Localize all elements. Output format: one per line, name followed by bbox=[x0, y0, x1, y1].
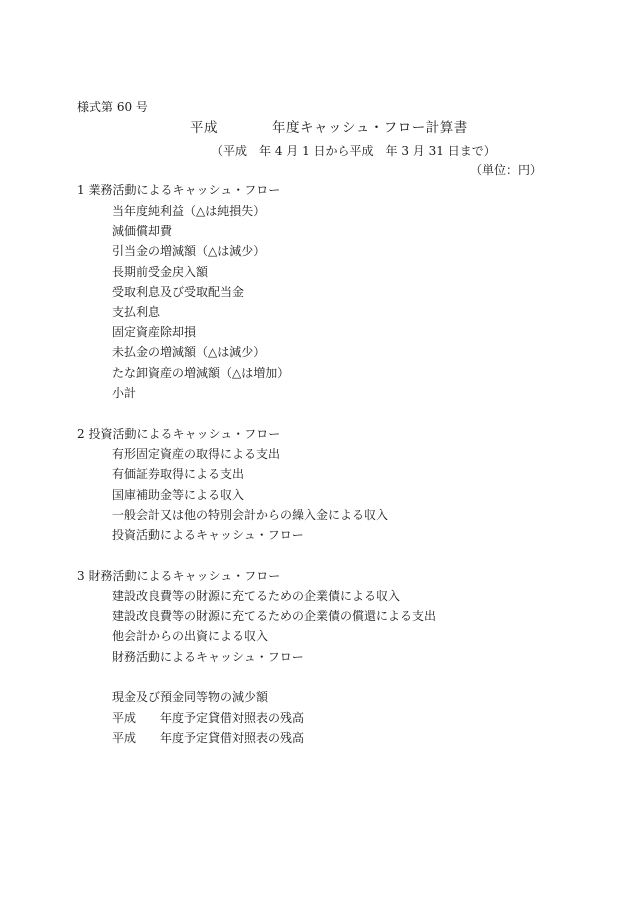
title-era: 平成 bbox=[190, 120, 218, 136]
list-item: 固定資産除却損 bbox=[112, 325, 197, 339]
list-item: 建設改良費等の財源に充てるための企業債の償還による支出 bbox=[112, 609, 437, 623]
reporting-period: （平成 年 4 月 1 日から平成 年 3 月 31 日まで） bbox=[211, 144, 496, 158]
list-item: 一般会計又は他の特別会計からの繰入金による収入 bbox=[112, 508, 389, 522]
form-number: 様式第 60 号 bbox=[77, 100, 148, 114]
list-item: 投資活動によるキャッシュ・フロー bbox=[112, 528, 304, 542]
subtotal-label: 小計 bbox=[112, 386, 137, 400]
list-item: 財務活動によるキャッシュ・フロー bbox=[112, 650, 304, 664]
summary-item: 平成 年度予定貸借対照表の残高 bbox=[112, 711, 305, 725]
list-item: 支払利息 bbox=[112, 305, 161, 319]
document-title bbox=[190, 120, 468, 136]
list-item: 長期前受金戻入額 bbox=[112, 265, 209, 279]
list-item: 減価償却費 bbox=[112, 224, 173, 238]
list-item: 建設改良費等の財源に充てるための企業債による収入 bbox=[112, 589, 401, 603]
section-heading-financing: 3 財務活動によるキャッシュ・フロー bbox=[77, 569, 281, 583]
summary-item: 現金及び預金同等物の減少額 bbox=[112, 690, 269, 704]
section-heading-operating: 1 業務活動によるキャッシュ・フロー bbox=[77, 183, 281, 197]
list-item: 有価証券取得による支出 bbox=[112, 467, 245, 481]
list-item: 他会計からの出資による収入 bbox=[112, 629, 269, 643]
section-heading-investing: 2 投資活動によるキャッシュ・フロー bbox=[77, 427, 281, 441]
title-text: 年度キャッシュ・フロー計算書 bbox=[272, 120, 468, 136]
list-item: 有形固定資産の取得による支出 bbox=[112, 447, 281, 461]
list-item: たな卸資産の増減額（△は増加） bbox=[112, 366, 290, 380]
list-item: 受取利息及び受取配当金 bbox=[112, 285, 245, 299]
list-item: 未払金の増減額（△は減少） bbox=[112, 345, 266, 359]
summary-item: 平成 年度予定貸借対照表の残高 bbox=[112, 731, 305, 745]
list-item: 国庫補助金等による収入 bbox=[112, 488, 245, 502]
list-item: 引当金の増減額（△は減少） bbox=[112, 244, 266, 258]
unit-label: （単位：円） bbox=[469, 163, 542, 177]
list-item: 当年度純利益（△は純損失） bbox=[112, 204, 266, 218]
